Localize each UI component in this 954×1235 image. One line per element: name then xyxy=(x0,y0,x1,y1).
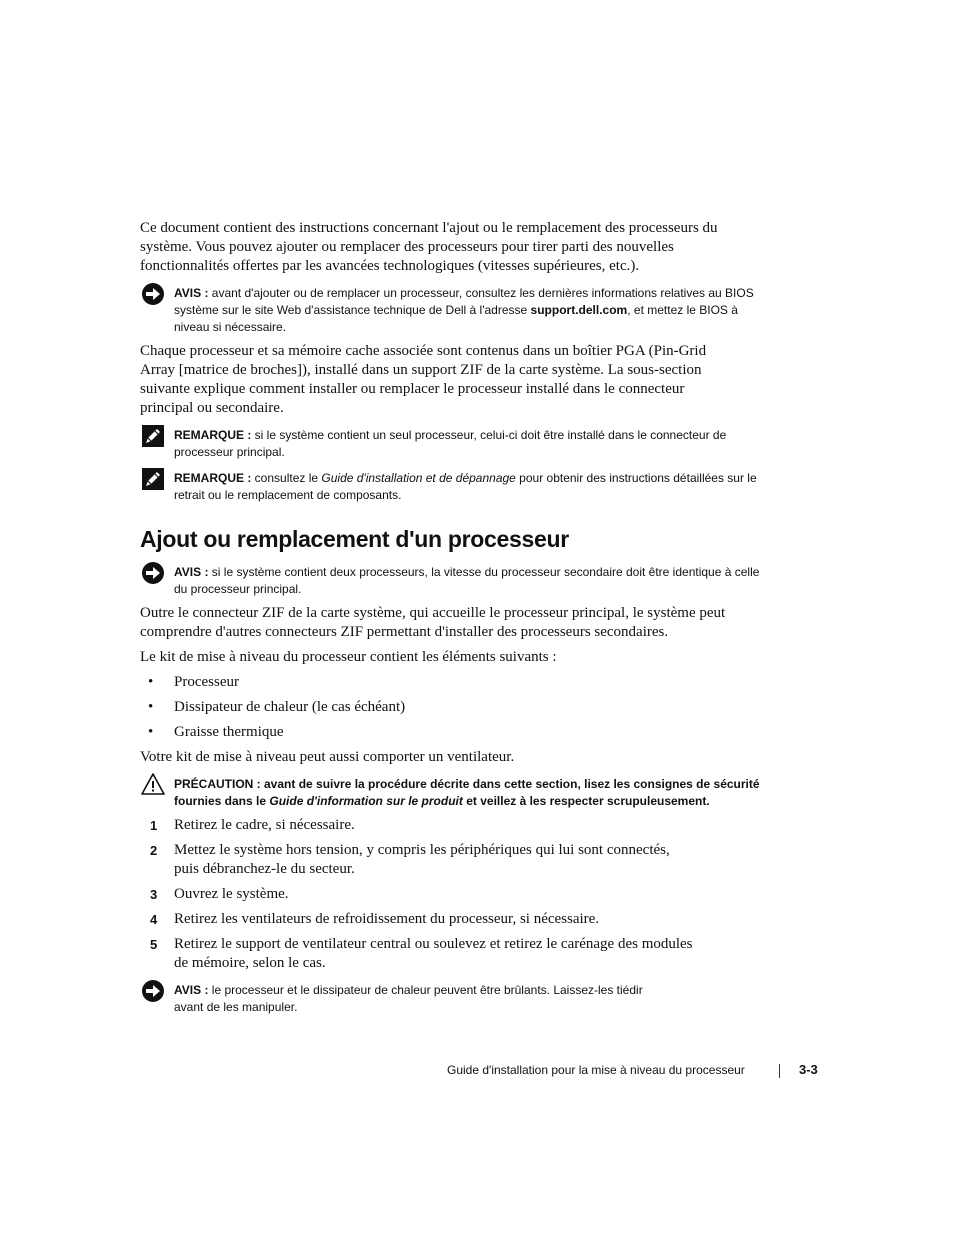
pga-paragraph: Chaque processeur et sa mémoire cache associée sont contenus dans un boîtier PGA (Pin-Grid Array [matrice de broches]), installé dans un support ZIF de la carte système. La sous-section suivante explique comment installer ou remplacer le processeur installé dans le connecteur principal ou secondaire. xyxy=(140,343,707,416)
caution-body: avant de suivre la procédure décrite dans cette section, lisez les consignes de sécurité fournies dans le xyxy=(174,777,760,808)
step-number: 2 xyxy=(150,843,158,858)
footer-divider xyxy=(779,1064,780,1078)
step-number: 4 xyxy=(150,912,158,927)
fan-paragraph: Votre kit de mise à niveau peut aussi comporter un ventilateur. xyxy=(140,749,515,765)
support-link[interactable]: support.dell.com xyxy=(530,303,628,317)
intro-paragraph: Ce document contient des instructions concernant l'ajout ou le remplacement des processeurs du système. Vous pouvez ajouter ou remplacer des processeurs pour tirer parti des nouvelles fonctionnalités offertes par les avancées technologiques (vitesses supérieures, etc.). xyxy=(140,220,718,274)
remark-text xyxy=(174,470,764,504)
step-number: 1 xyxy=(150,818,158,833)
step-text-continued: puis débranchez-le du secteur. xyxy=(174,861,355,877)
notice-label: AVIS : xyxy=(174,983,209,997)
remark-text xyxy=(174,427,764,461)
step-number: 3 xyxy=(150,887,158,902)
guide-title: Guide d'installation et de dépannage xyxy=(321,471,516,485)
footer-title: Guide d'installation pour la mise à niveau du processeur xyxy=(447,1063,745,1077)
notice-text xyxy=(174,285,758,336)
bullet-mark: • xyxy=(148,699,154,715)
step-text: Retirez le support de ventilateur central ou soulevez et retirez le carénage des modules xyxy=(174,936,693,952)
step-text: Retirez le cadre, si nécessaire. xyxy=(174,817,355,833)
kit-paragraph: Le kit de mise à niveau du processeur contient les éléments suivants : xyxy=(140,649,557,665)
warning-triangle-icon xyxy=(141,772,165,796)
section-heading: Ajout ou remplacement d'un processeur xyxy=(140,526,569,552)
notice-label: AVIS : xyxy=(174,565,209,579)
list-item: Graisse thermique xyxy=(174,724,284,740)
remark-label: REMARQUE : xyxy=(174,428,252,442)
caution-body-end: et veillez à les respecter scrupuleusement. xyxy=(462,794,710,808)
page-number: 3-3 xyxy=(799,1062,818,1077)
remark-body-end: pour obtenir des instructions détaillées sur le retrait ou le remplacement de composants. xyxy=(174,471,757,502)
notice-text-continued: avant de les manipuler. xyxy=(174,1000,298,1014)
notice-arrow-icon xyxy=(141,561,165,585)
notice-body: si le système contient deux processeurs, la vitesse du processeur secondaire doit être identique à celle du processeur principal. xyxy=(174,565,760,596)
step-text: Mettez le système hors tension, y compris les périphériques qui lui sont connectés, xyxy=(174,842,670,858)
list-item: Dissipateur de chaleur (le cas échéant) xyxy=(174,699,406,715)
notice-arrow-icon xyxy=(141,282,165,306)
remark-body: consultez le xyxy=(251,471,322,485)
pencil-note-icon xyxy=(141,424,165,448)
notice-arrow-icon xyxy=(141,979,165,1003)
product-guide-title: Guide d'information sur le produit xyxy=(269,794,463,808)
caution-label: PRÉCAUTION : xyxy=(174,777,261,791)
zif-paragraph: Outre le connecteur ZIF de la carte système, qui accueille le processeur principal, le système peut comprendre d'autres connecteurs ZIF permettant d'installer des processeurs secondaires. xyxy=(140,605,726,640)
bullet-mark: • xyxy=(148,674,154,690)
list-item: Processeur xyxy=(174,674,239,690)
pencil-note-icon xyxy=(141,467,165,491)
remark-body: si le système contient un seul processeur, celui-ci doit être installé dans le connecteur de processeur principal. xyxy=(174,428,727,459)
notice-body: avant d'ajouter ou de remplacer un processeur, consultez les dernières informations relatives au BIOS système sur le site Web d'assistance technique de Dell à l'adresse xyxy=(174,286,754,317)
caution-text xyxy=(174,776,764,810)
step-text: Ouvrez le système. xyxy=(174,886,289,902)
notice-body: le processeur et le dissipateur de chaleur peuvent être brûlants. Laissez-les tiédir xyxy=(208,983,643,997)
notice-text xyxy=(174,982,764,999)
step-number: 5 xyxy=(150,937,158,952)
remark-label: REMARQUE : xyxy=(174,471,252,485)
notice-body-end: , et mettez le BIOS à niveau si nécessaire. xyxy=(174,303,738,334)
bullet-mark: • xyxy=(148,724,154,740)
notice-label: AVIS : xyxy=(174,286,209,300)
notice-text xyxy=(174,564,760,598)
step-text-continued: de mémoire, selon le cas. xyxy=(174,955,326,971)
step-text: Retirez les ventilateurs de refroidissement du processeur, si nécessaire. xyxy=(174,911,600,927)
